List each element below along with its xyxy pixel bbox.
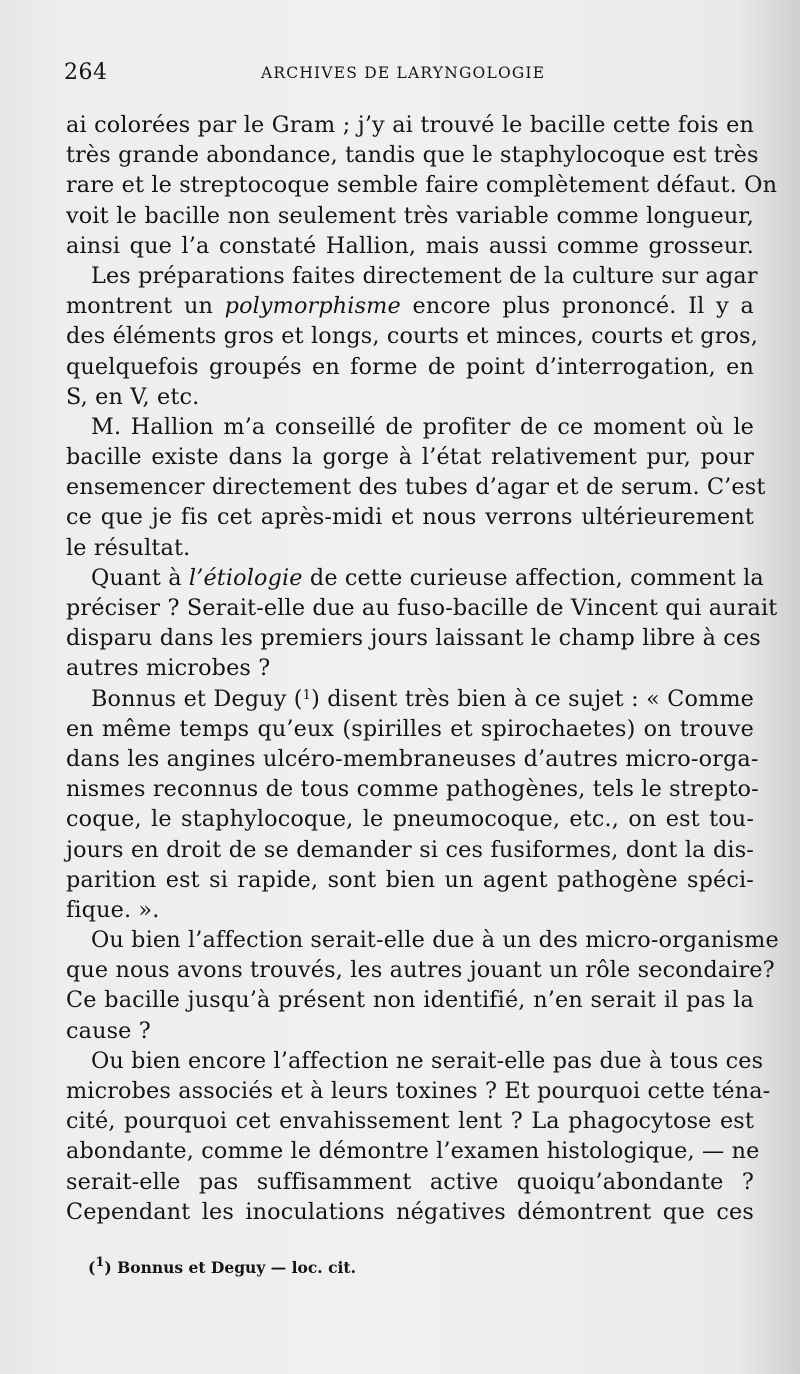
body-text: [66, 110, 779, 1227]
text-line: des éléments gros et longs, courts et minces, courts et gros,: [66, 323, 758, 350]
text-line: ainsi que l’a constaté Hallion, mais aussi comme grosseur.: [66, 232, 754, 259]
text-line: dans les angines ulcéro-membraneuses d’autres micro-orga-: [66, 745, 759, 772]
text-line: [66, 684, 754, 714]
text-line: voit le bacille non seulement très variable comme longueur,: [66, 202, 754, 229]
text-line: quelquefois groupés en forme de point d’interrogation, en: [66, 353, 754, 380]
italic-term: l’étiologie: [188, 564, 303, 591]
text-line: disparu dans les premiers jours laissant le champ libre à ces: [66, 625, 761, 652]
text-line: Ou bien encore l’affection ne serait-elle pas due à tous ces: [91, 1047, 764, 1074]
running-head: [64, 60, 764, 90]
text-line: Ou bien l’affection serait-elle due à un des micro-organisme: [91, 927, 779, 954]
text-segment: ) disent très bien à ce sujet : « Comme: [311, 685, 754, 712]
text-line: en même temps qu’eux (spirilles et spirochaetes) on trouve: [66, 715, 754, 742]
footnote-number: 1: [95, 1255, 105, 1270]
footnote: ($^1$) Bonnus et Deguy — loc. cit.: [88, 1255, 356, 1277]
text-segment: Bonnus et Deguy (: [91, 685, 303, 712]
text-line: cité, pourquoi cet envahissement lent ? La phagocytose est: [66, 1108, 754, 1135]
text-line: rare et le streptocoque semble faire complètement défaut. On: [66, 172, 778, 199]
text-line: ai colorées par le Gram ; j’y ai trouvé le bacille cette fois en: [66, 112, 754, 138]
text-line: très grande abondance, tandis que le staphylocoque est très: [66, 142, 759, 169]
text-line: serait-elle pas suffisamment active quoiqu’abondante ?: [66, 1168, 754, 1195]
text-line: autres microbes ?: [66, 655, 271, 682]
text-line: M. Hallion m’a conseillé de profiter de ce moment où le: [91, 413, 754, 440]
text-segment: Quant à: [91, 564, 189, 591]
text-line: Les préparations faites directement de la culture sur agar: [91, 262, 758, 289]
text-line: fique. ».: [66, 896, 160, 923]
text-line: nismes reconnus de tous comme pathogènes, tels le strepto-: [66, 776, 759, 803]
text-line: jours en droit de se demander si ces fusiformes, dont la dis-: [66, 836, 754, 863]
text-line: [66, 291, 754, 321]
footnote-marker: 1: [302, 687, 312, 703]
text-line: microbes associés et à leurs toxines ? Et pourquoi cette téna-: [66, 1078, 771, 1104]
text-segment: de cette curieuse affection, comment la: [302, 564, 764, 591]
text-line: [66, 563, 764, 593]
text-segment: encore plus prononcé. Il y a: [400, 293, 754, 320]
text-line: coque, le staphylocoque, le pneumocoque, etc., on est tou-: [66, 806, 754, 833]
text-line: préciser ? Serait-elle due au fuso-bacille de Vincent qui aurait: [66, 595, 778, 621]
text-line: S, en V, etc.: [66, 383, 200, 410]
footnote-text: Bonnus et Deguy — loc. cit.: [111, 1258, 356, 1277]
text-line: parition est si rapide, sont bien un agent pathogène spéci-: [66, 866, 754, 893]
running-title: ARCHIVES DE LARYNGOLOGIE: [261, 64, 546, 82]
italic-term: polymorphisme: [224, 293, 401, 320]
text-line: Cependant les inoculations négatives démontrent que ces: [66, 1198, 754, 1225]
text-line: que nous avons trouvés, les autres jouant un rôle secondaire?: [66, 957, 775, 984]
text-line: ce que je fis cet après-midi et nous verrons ultérieurement: [66, 504, 754, 531]
text-line: le résultat.: [66, 534, 191, 561]
text-line: cause ?: [66, 1017, 151, 1044]
text-line: bacille existe dans la gorge à l’état relativement pur, pour: [66, 444, 754, 471]
text-segment: montrent un: [66, 293, 225, 320]
text-line: ensemencer directement des tubes d’agar et de serum. C’est: [66, 474, 766, 501]
text-line: abondante, comme le démontre l’examen histologique, — ne: [66, 1138, 760, 1165]
text-line: Ce bacille jusqu’à présent non identifié, n’en serait il pas la: [66, 987, 754, 1014]
page-number: 264: [64, 60, 108, 85]
